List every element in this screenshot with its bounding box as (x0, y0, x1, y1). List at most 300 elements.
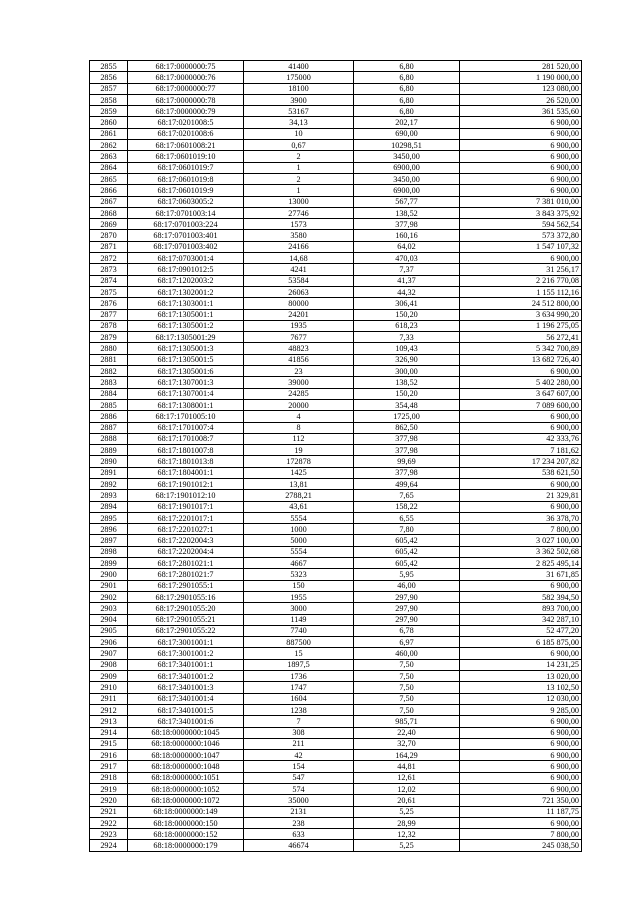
value-cell: 21 329,81 (460, 490, 582, 501)
row-number-cell: 2917 (90, 761, 128, 772)
row-number-cell: 2900 (90, 569, 128, 580)
cadastral-number-cell: 68:17:0603005:2 (128, 196, 244, 207)
rate-cell: 6,78 (354, 625, 460, 636)
rate-cell: 7,33 (354, 332, 460, 343)
rate-cell: 160,16 (354, 230, 460, 241)
cadastral-number-cell: 68:17:2901055:16 (128, 591, 244, 602)
area-cell: 238 (244, 817, 354, 828)
area-cell: 2131 (244, 806, 354, 817)
area-cell: 1935 (244, 320, 354, 331)
row-number-cell: 2891 (90, 467, 128, 478)
table-row (90, 546, 582, 557)
row-number-cell: 2892 (90, 478, 128, 489)
area-cell: 41856 (244, 354, 354, 365)
rate-cell: 28,99 (354, 817, 460, 828)
rate-cell: 326,90 (354, 354, 460, 365)
value-cell: 6 900,00 (460, 761, 582, 772)
table-row (90, 411, 582, 422)
value-cell: 538 621,50 (460, 467, 582, 478)
cadastral-number-cell: 68:17:1305001:1 (128, 309, 244, 320)
cadastral-number-cell: 68:17:1305001:3 (128, 343, 244, 354)
area-cell: 1000 (244, 524, 354, 535)
value-cell: 7 181,62 (460, 445, 582, 456)
cadastral-number-cell: 68:17:1302001:2 (128, 286, 244, 297)
area-cell: 154 (244, 761, 354, 772)
area-cell: 3580 (244, 230, 354, 241)
row-number-cell: 2870 (90, 230, 128, 241)
value-cell: 9 285,00 (460, 704, 582, 715)
cadastral-number-cell: 68:17:0703001:4 (128, 253, 244, 264)
cadastral-number-cell: 68:17:0601008:21 (128, 140, 244, 151)
area-cell: 5554 (244, 512, 354, 523)
value-cell: 6 900,00 (460, 117, 582, 128)
table-row (90, 185, 582, 196)
rate-cell: 6,80 (354, 61, 460, 72)
value-cell: 5 402 280,00 (460, 377, 582, 388)
row-number-cell: 2895 (90, 512, 128, 523)
row-number-cell: 2903 (90, 603, 128, 614)
value-cell: 11 187,75 (460, 806, 582, 817)
table-row (90, 72, 582, 83)
value-cell: 12 030,00 (460, 693, 582, 704)
row-number-cell: 2922 (90, 817, 128, 828)
area-cell: 26063 (244, 286, 354, 297)
rate-cell: 7,50 (354, 671, 460, 682)
rate-cell: 297,90 (354, 603, 460, 614)
table-row (90, 445, 582, 456)
row-number-cell: 2890 (90, 456, 128, 467)
value-cell: 1 190 000,00 (460, 72, 582, 83)
rate-cell: 5,25 (354, 806, 460, 817)
table-body (90, 61, 582, 852)
cadastral-number-cell: 68:18:0000000:1045 (128, 727, 244, 738)
rate-cell: 7,50 (354, 682, 460, 693)
value-cell: 6 900,00 (460, 151, 582, 162)
row-number-cell: 2862 (90, 140, 128, 151)
value-cell: 1 155 112,16 (460, 286, 582, 297)
area-cell: 1604 (244, 693, 354, 704)
area-cell: 4667 (244, 558, 354, 569)
cadastral-number-cell: 68:17:2201027:1 (128, 524, 244, 535)
value-cell: 6 900,00 (460, 411, 582, 422)
value-cell: 6 900,00 (460, 253, 582, 264)
row-number-cell: 2889 (90, 445, 128, 456)
cadastral-number-cell: 68:17:0701003:14 (128, 207, 244, 218)
area-cell: 24285 (244, 388, 354, 399)
value-cell: 2 216 770,08 (460, 275, 582, 286)
area-cell: 0,67 (244, 140, 354, 151)
row-number-cell: 2923 (90, 829, 128, 840)
value-cell: 245 038,50 (460, 840, 582, 851)
row-number-cell: 2864 (90, 162, 128, 173)
value-cell: 5 342 700,89 (460, 343, 582, 354)
rate-cell: 46,00 (354, 580, 460, 591)
table-row (90, 659, 582, 670)
area-cell: 547 (244, 772, 354, 783)
value-cell: 3 634 990,20 (460, 309, 582, 320)
area-cell: 887500 (244, 637, 354, 648)
cadastral-number-cell: 68:17:3001001:1 (128, 637, 244, 648)
value-cell: 6 900,00 (460, 716, 582, 727)
value-cell: 13 102,50 (460, 682, 582, 693)
cadastral-number-cell: 68:17:3001001:2 (128, 648, 244, 659)
value-cell: 1 547 107,32 (460, 241, 582, 252)
area-cell: 1747 (244, 682, 354, 693)
value-cell: 52 477,20 (460, 625, 582, 636)
area-cell: 1573 (244, 219, 354, 230)
rate-cell: 7,50 (354, 659, 460, 670)
cadastral-number-cell: 68:17:0701003:402 (128, 241, 244, 252)
area-cell: 150 (244, 580, 354, 591)
row-number-cell: 2898 (90, 546, 128, 557)
value-cell: 3 027 100,00 (460, 535, 582, 546)
table-row (90, 140, 582, 151)
rate-cell: 6,80 (354, 72, 460, 83)
table-row (90, 750, 582, 761)
table-row (90, 286, 582, 297)
value-cell: 573 372,80 (460, 230, 582, 241)
value-cell: 6 900,00 (460, 648, 582, 659)
cadastral-number-cell: 68:18:0000000:1046 (128, 738, 244, 749)
cadastral-number-cell: 68:17:0701003:224 (128, 219, 244, 230)
table-row (90, 298, 582, 309)
area-cell: 1955 (244, 591, 354, 602)
table-row (90, 637, 582, 648)
area-cell: 112 (244, 433, 354, 444)
rate-cell: 150,20 (354, 388, 460, 399)
table-row (90, 309, 582, 320)
value-cell: 13 682 726,40 (460, 354, 582, 365)
cadastral-number-cell: 68:17:1701005:10 (128, 411, 244, 422)
table-row (90, 817, 582, 828)
table-row (90, 738, 582, 749)
row-number-cell: 2869 (90, 219, 128, 230)
row-number-cell: 2910 (90, 682, 128, 693)
value-cell: 582 394,50 (460, 591, 582, 602)
rate-cell: 7,65 (354, 490, 460, 501)
row-number-cell: 2904 (90, 614, 128, 625)
cadastral-number-cell: 68:17:0000000:79 (128, 106, 244, 117)
row-number-cell: 2906 (90, 637, 128, 648)
value-cell: 123 080,00 (460, 83, 582, 94)
table-row (90, 230, 582, 241)
row-number-cell: 2886 (90, 411, 128, 422)
value-cell: 893 700,00 (460, 603, 582, 614)
table-row (90, 490, 582, 501)
row-number-cell: 2860 (90, 117, 128, 128)
table-row (90, 422, 582, 433)
cadastral-number-cell: 68:18:0000000:152 (128, 829, 244, 840)
rate-cell: 605,42 (354, 535, 460, 546)
rate-cell: 3450,00 (354, 173, 460, 184)
cadastral-number-cell: 68:17:1804001:1 (128, 467, 244, 478)
value-cell: 361 535,60 (460, 106, 582, 117)
area-cell: 20000 (244, 399, 354, 410)
rate-cell: 1725,00 (354, 411, 460, 422)
table-row (90, 219, 582, 230)
rate-cell: 567,77 (354, 196, 460, 207)
row-number-cell: 2887 (90, 422, 128, 433)
rate-cell: 6,97 (354, 637, 460, 648)
area-cell: 46674 (244, 840, 354, 851)
cadastral-number-cell: 68:17:3401001:5 (128, 704, 244, 715)
area-cell: 1 (244, 185, 354, 196)
cadastral-number-cell: 68:17:2901055:20 (128, 603, 244, 614)
area-cell: 42 (244, 750, 354, 761)
value-cell: 6 900,00 (460, 173, 582, 184)
rate-cell: 605,42 (354, 546, 460, 557)
row-number-cell: 2882 (90, 366, 128, 377)
area-cell: 41400 (244, 61, 354, 72)
rate-cell: 12,32 (354, 829, 460, 840)
rate-cell: 377,98 (354, 219, 460, 230)
row-number-cell: 2913 (90, 716, 128, 727)
value-cell: 6 900,00 (460, 727, 582, 738)
cadastral-number-cell: 68:17:0201008:5 (128, 117, 244, 128)
row-number-cell: 2885 (90, 399, 128, 410)
cadastral-number-cell: 68:17:2801021:1 (128, 558, 244, 569)
value-cell: 6 900,00 (460, 750, 582, 761)
rate-cell: 690,00 (354, 128, 460, 139)
area-cell: 13000 (244, 196, 354, 207)
rate-cell: 377,98 (354, 467, 460, 478)
table-row (90, 332, 582, 343)
area-cell: 5554 (244, 546, 354, 557)
table-row (90, 162, 582, 173)
area-cell: 53167 (244, 106, 354, 117)
area-cell: 14,68 (244, 253, 354, 264)
document-page (89, 60, 581, 852)
rate-cell: 3450,00 (354, 151, 460, 162)
row-number-cell: 2909 (90, 671, 128, 682)
cadastral-number-cell: 68:17:0901012:5 (128, 264, 244, 275)
rate-cell: 7,80 (354, 524, 460, 535)
table-row (90, 727, 582, 738)
table-row (90, 535, 582, 546)
table-row (90, 591, 582, 602)
rate-cell: 6900,00 (354, 162, 460, 173)
row-number-cell: 2902 (90, 591, 128, 602)
value-cell: 6 900,00 (460, 128, 582, 139)
value-cell: 3 362 502,68 (460, 546, 582, 557)
cadastral-number-cell: 68:17:1303001:1 (128, 298, 244, 309)
row-number-cell: 2893 (90, 490, 128, 501)
row-number-cell: 2911 (90, 693, 128, 704)
value-cell: 7 089 600,00 (460, 399, 582, 410)
table-row (90, 467, 582, 478)
table-row (90, 795, 582, 806)
value-cell: 6 900,00 (460, 738, 582, 749)
cadastral-number-cell: 68:17:1901017:1 (128, 501, 244, 512)
rate-cell: 354,48 (354, 399, 460, 410)
table-row (90, 704, 582, 715)
rate-cell: 300,00 (354, 366, 460, 377)
table-row (90, 693, 582, 704)
row-number-cell: 2855 (90, 61, 128, 72)
cadastral-number-cell: 68:17:1701008:7 (128, 433, 244, 444)
row-number-cell: 2866 (90, 185, 128, 196)
rate-cell: 99,69 (354, 456, 460, 467)
value-cell: 6 900,00 (460, 817, 582, 828)
rate-cell: 470,03 (354, 253, 460, 264)
table-row (90, 173, 582, 184)
area-cell: 34,13 (244, 117, 354, 128)
value-cell: 594 562,54 (460, 219, 582, 230)
rate-cell: 7,37 (354, 264, 460, 275)
area-cell: 2 (244, 173, 354, 184)
cadastral-number-cell: 68:18:0000000:149 (128, 806, 244, 817)
value-cell: 3 843 375,92 (460, 207, 582, 218)
value-cell: 2 825 495,14 (460, 558, 582, 569)
cadastral-number-cell: 68:18:0000000:1072 (128, 795, 244, 806)
cadastral-number-cell: 68:17:3401001:2 (128, 671, 244, 682)
table-row (90, 320, 582, 331)
rate-cell: 64,02 (354, 241, 460, 252)
value-cell: 6 900,00 (460, 784, 582, 795)
rate-cell: 10298,51 (354, 140, 460, 151)
table-row (90, 275, 582, 286)
cadastral-number-cell: 68:17:2201017:1 (128, 512, 244, 523)
rate-cell: 164,29 (354, 750, 460, 761)
cadastral-number-cell: 68:17:2901055:22 (128, 625, 244, 636)
value-cell: 42 333,76 (460, 433, 582, 444)
table-row (90, 83, 582, 94)
row-number-cell: 2868 (90, 207, 128, 218)
rate-cell: 6,55 (354, 512, 460, 523)
cadastral-number-cell: 68:17:2801021:7 (128, 569, 244, 580)
row-number-cell: 2914 (90, 727, 128, 738)
row-number-cell: 2874 (90, 275, 128, 286)
cadastral-number-cell: 68:17:0601019:10 (128, 151, 244, 162)
rate-cell: 460,00 (354, 648, 460, 659)
row-number-cell: 2880 (90, 343, 128, 354)
cadastral-number-cell: 68:18:0000000:1048 (128, 761, 244, 772)
rate-cell: 6,80 (354, 83, 460, 94)
value-cell: 7 800,00 (460, 524, 582, 535)
cadastral-number-cell: 68:17:0000000:75 (128, 61, 244, 72)
table-row (90, 614, 582, 625)
row-number-cell: 2856 (90, 72, 128, 83)
rate-cell: 618,23 (354, 320, 460, 331)
rate-cell: 138,52 (354, 207, 460, 218)
area-cell: 308 (244, 727, 354, 738)
value-cell: 342 287,10 (460, 614, 582, 625)
cadastral-number-cell: 68:17:0601019:7 (128, 162, 244, 173)
table-row (90, 671, 582, 682)
area-cell: 175000 (244, 72, 354, 83)
value-cell: 14 231,25 (460, 659, 582, 670)
table-row (90, 761, 582, 772)
cadastral-number-cell: 68:17:2202004:4 (128, 546, 244, 557)
rate-cell: 44,81 (354, 761, 460, 772)
table-row (90, 558, 582, 569)
rate-cell: 6,80 (354, 106, 460, 117)
table-row (90, 569, 582, 580)
value-cell: 13 020,00 (460, 671, 582, 682)
value-cell: 6 900,00 (460, 366, 582, 377)
table-row (90, 625, 582, 636)
cadastral-number-cell: 68:17:1801007:8 (128, 445, 244, 456)
row-number-cell: 2907 (90, 648, 128, 659)
area-cell: 24166 (244, 241, 354, 252)
rate-cell: 6900,00 (354, 185, 460, 196)
cadastral-number-cell: 68:17:1305001:5 (128, 354, 244, 365)
area-cell: 39000 (244, 377, 354, 388)
rate-cell: 985,71 (354, 716, 460, 727)
row-number-cell: 2920 (90, 795, 128, 806)
cadastral-number-cell: 68:17:0201008:6 (128, 128, 244, 139)
table-row (90, 366, 582, 377)
value-cell: 1 196 275,05 (460, 320, 582, 331)
area-cell: 633 (244, 829, 354, 840)
cadastral-number-cell: 68:17:3401001:4 (128, 693, 244, 704)
cadastral-number-cell: 68:17:0601019:8 (128, 173, 244, 184)
area-cell: 1149 (244, 614, 354, 625)
value-cell: 6 900,00 (460, 478, 582, 489)
cadastral-number-cell: 68:17:1801013:8 (128, 456, 244, 467)
table-row (90, 128, 582, 139)
value-cell: 6 900,00 (460, 422, 582, 433)
cadastral-number-cell: 68:18:0000000:1052 (128, 784, 244, 795)
row-number-cell: 2897 (90, 535, 128, 546)
value-cell: 31 256,17 (460, 264, 582, 275)
table-row (90, 524, 582, 535)
area-cell: 3000 (244, 603, 354, 614)
rate-cell: 22,40 (354, 727, 460, 738)
row-number-cell: 2858 (90, 94, 128, 105)
row-number-cell: 2867 (90, 196, 128, 207)
value-cell: 6 900,00 (460, 162, 582, 173)
rate-cell: 12,61 (354, 772, 460, 783)
cadastral-number-cell: 68:17:1901012:1 (128, 478, 244, 489)
table-row (90, 264, 582, 275)
table-row (90, 580, 582, 591)
cadastral-number-cell: 68:17:1202003:2 (128, 275, 244, 286)
area-cell: 7 (244, 716, 354, 727)
value-cell: 3 647 607,00 (460, 388, 582, 399)
area-cell: 5000 (244, 535, 354, 546)
rate-cell: 6,80 (354, 94, 460, 105)
row-number-cell: 2919 (90, 784, 128, 795)
area-cell: 1238 (244, 704, 354, 715)
table-row (90, 648, 582, 659)
cadastral-number-cell: 68:17:3401001:1 (128, 659, 244, 670)
cadastral-number-cell: 68:17:1305001:6 (128, 366, 244, 377)
value-cell: 6 900,00 (460, 580, 582, 591)
row-number-cell: 2901 (90, 580, 128, 591)
row-number-cell: 2871 (90, 241, 128, 252)
value-cell: 7 800,00 (460, 829, 582, 840)
cadastral-number-cell: 68:17:0000000:77 (128, 83, 244, 94)
table-row (90, 377, 582, 388)
row-number-cell: 2877 (90, 309, 128, 320)
table-row (90, 716, 582, 727)
row-number-cell: 2863 (90, 151, 128, 162)
table-row (90, 196, 582, 207)
area-cell: 13,81 (244, 478, 354, 489)
area-cell: 35000 (244, 795, 354, 806)
rate-cell: 138,52 (354, 377, 460, 388)
area-cell: 2 (244, 151, 354, 162)
cadastral-number-cell: 68:17:1901012:10 (128, 490, 244, 501)
table-row (90, 106, 582, 117)
value-cell: 26 520,00 (460, 94, 582, 105)
cadastral-number-cell: 68:17:1308001:1 (128, 399, 244, 410)
rate-cell: 7,50 (354, 693, 460, 704)
area-cell: 7677 (244, 332, 354, 343)
area-cell: 4 (244, 411, 354, 422)
row-number-cell: 2915 (90, 738, 128, 749)
